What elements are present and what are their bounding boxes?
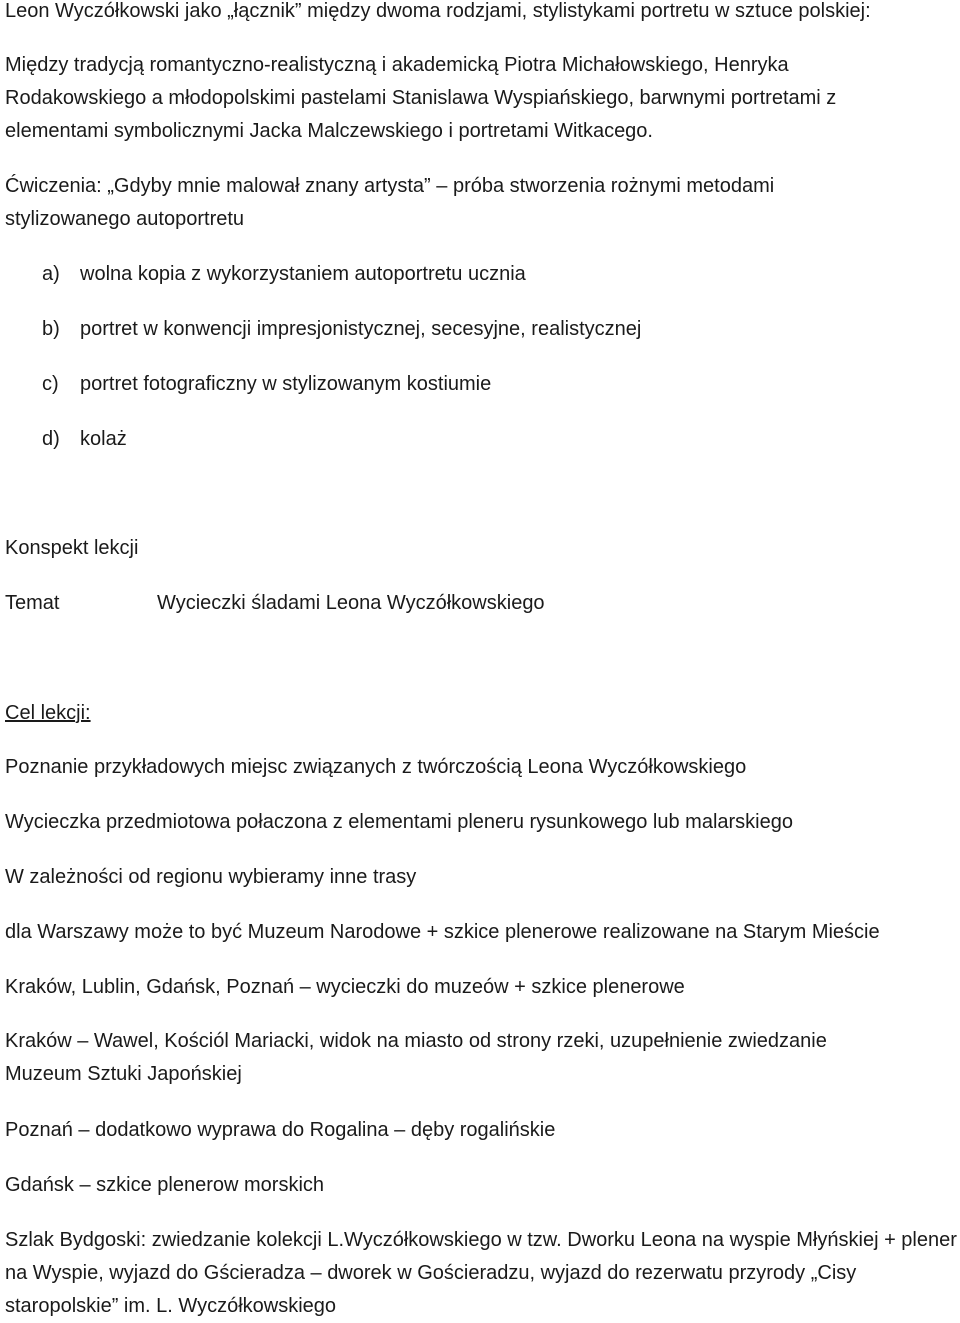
goal-label: Cel lekcji: [5, 702, 91, 724]
list-item-text: portret w konwencji impresjonistycznej, secesyjne, realistycznej [80, 318, 642, 340]
goal-line: dla Warszawy może to być Muzeum Narodowe + szkice plenerowe realizowane na Starym Mieście [5, 921, 880, 943]
topic-value: Wycieczki śladami Leona Wyczółkowskiego [157, 592, 545, 614]
goal-line: Poznanie przykładowych miejsc związanych z twórczością Leona Wyczółkowskiego [5, 756, 747, 778]
list-item [42, 313, 955, 368]
list-item [42, 368, 955, 423]
gdansk-route: Gdańsk – szkice plenerow morskich [5, 1174, 325, 1196]
list-marker: b) [42, 318, 60, 340]
topic-label: Temat [5, 592, 60, 614]
exercises-intro: Ćwiczenia: „Gdyby mnie malował znany artysta” – próba stworzenia rożnymi metodami stylizowanego autoportretu [5, 175, 775, 230]
goal-line: Wycieczka przedmiotowa połaczona z elementami pleneru rysunkowego lub malarskiego [5, 811, 793, 833]
goal-line: W zależności od regionu wybieramy inne trasy [5, 866, 417, 888]
krakow-route: Kraków – Wawel, Kościól Mariacki, widok na miasto od strony rzeki, uzupełnienie zwiedzanie Muzeum Sztuki Japońskiej [5, 1030, 827, 1085]
list-item [42, 423, 955, 478]
list-marker: a) [42, 263, 60, 285]
list-item [42, 258, 955, 313]
list-marker: d) [42, 428, 60, 450]
bydgoszcz-route: Szlak Bydgoski: zwiedzanie kolekcji L.Wyczółkowskiego w tzw. Dworku Leona na wyspie Młyńskiej + plener na Wyspie, wyjazd do Gścieradza – dworek w Gościeradzu, wyjazd do rezerwatu przyrody „Cisy staropolskie” im. L. Wyczółkowskiego [5, 1229, 957, 1317]
intro-paragraph: Między tradycją romantyczno-realistyczną i akademicką Piotra Michałowskiego, Henryka Rodakowskiego a młodopolskimi pastelami Stanislawa Wyspiańskiego, barwnymi portretami z elementami symbolicznymi Jacka Malczewskiego i portretami Witkacego. [5, 54, 837, 142]
list-item-text: wolna kopia z wykorzystaniem autoportretu ucznia [80, 263, 526, 285]
lesson-plan-label: Konspekt lekcji [5, 537, 139, 559]
list-marker: c) [42, 373, 59, 395]
goal-line: Kraków, Lublin, Gdańsk, Poznań – wycieczki do muzeów + szkice plenerowe [5, 976, 685, 998]
list-item-text: portret fotograficzny w stylizowanym kostiumie [80, 373, 492, 395]
poznan-route: Poznań – dodatkowo wyprawa do Rogalina – dęby rogalińskie [5, 1119, 556, 1141]
topic-row [5, 587, 545, 620]
exercise-list [5, 258, 955, 478]
document-heading: Leon Wyczółkowski jako „łącznik” między dwoma rodzjami, stylistykami portretu w sztuce polskiej: [5, 0, 871, 22]
list-item-text: kolaż [80, 428, 127, 450]
